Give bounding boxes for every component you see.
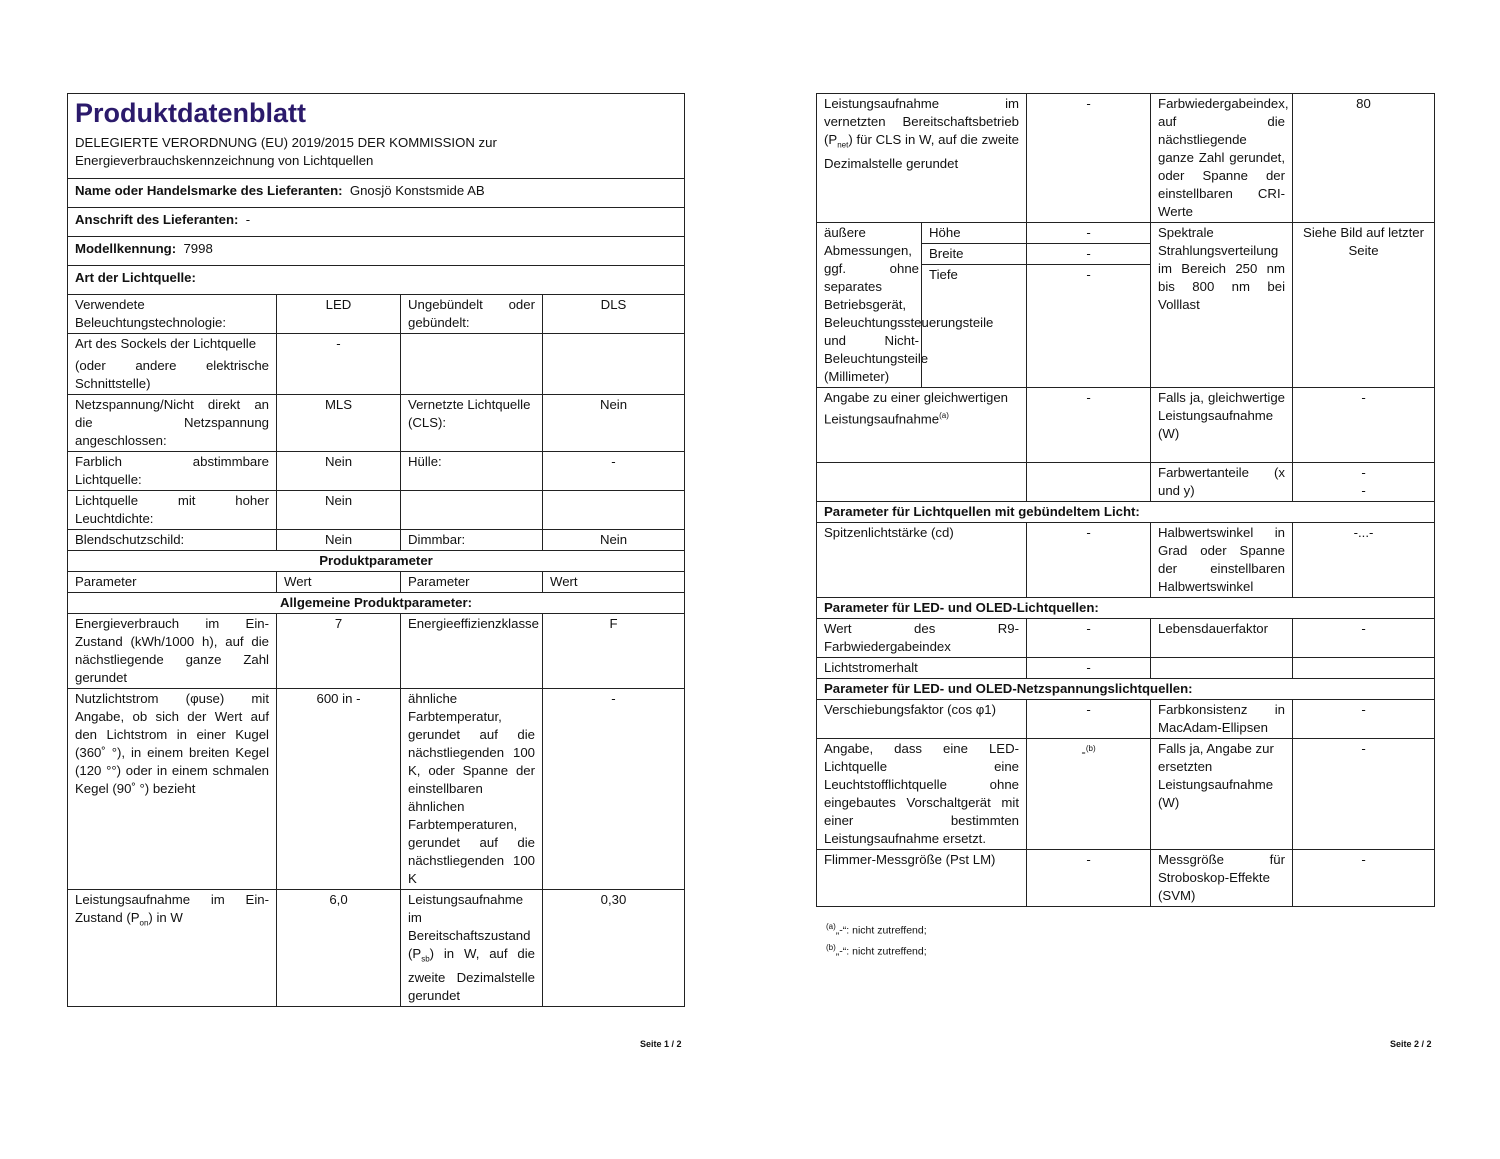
address-value: - [245,212,251,227]
power-row [68,890,685,1007]
energy-row [68,614,685,689]
model-label: Modellkennung: [75,241,177,256]
page-number-1: Seite 1 / 2 [640,1039,682,1049]
directional-heading: Parameter für Lichtquellen mit gebündeltem Licht: [817,502,1435,523]
replace-power-value: - [1293,739,1435,850]
product-params-heading-row [68,551,685,572]
col-header-value-2: Wert [543,572,685,593]
r9-label: Wert des R9-Farbwiedergabeindex [817,619,1027,658]
consistency-label: Farbkonsistenz in MacAdam-Ellipsen [1151,700,1293,739]
replace-power-label: Falls ja, Angabe zur ersetzten Leistungsaufnahme (W) [1151,739,1293,850]
general-heading-row [68,593,685,614]
equiv-label: Angabe zu einer gleichwertigen Leistungsaufnahme [824,390,1009,427]
cct-value: - [543,689,685,890]
page-title: Produktdatenblatt [75,98,307,128]
cri-label: Farbwiedergabeindex, auf die nächstliegende ganze Zahl gerundet, oder Spanne der einstellbaren CRI-Werte [1151,94,1293,223]
focus-value: DLS [543,295,685,334]
col-header-param-2: Parameter [401,572,543,593]
maintenance-row [817,658,1435,679]
color-tunable-row [68,452,685,491]
dimmable-value: Nein [543,530,685,551]
height-label: Höhe [922,223,1027,244]
general-heading: Allgemeine Produktparameter: [68,593,685,614]
regulation-line-2: Energieverbrauchskennzeichnung von Lichtquellen [75,153,374,168]
mains-row [68,395,685,452]
mains-heading: Parameter für LED- und OLED-Netzspannungslichtquellen: [817,679,1435,700]
chroma-row [817,463,1435,502]
spectral-label: Spektrale Strahlungsverteilung im Bereich 250 nm bis 800 nm bei Volllast [1151,223,1293,388]
energy-value: 7 [277,614,401,689]
depth-value: - [1027,265,1151,388]
glare-value: Nein [277,530,401,551]
pnet-value: - [1027,94,1151,223]
footnote-b-text: „-“: nicht zutreffend; [835,945,927,958]
led-heading: Parameter für LED- und OLED-Lichtquellen: [817,598,1435,619]
replace-label: Angabe, dass eine LED-Lichtquelle eine Leuchtstofflichtquelle ohne eingebautes Vorschaltgerät mit einer bestimmten Leistungsaufnahme ersetzt. [817,739,1027,850]
mains-value: MLS [277,395,401,452]
technology-row [68,295,685,334]
beam-label: Halbwertswinkel in Grad oder Spanne der einstellbaren Halbwertswinkel [1151,523,1293,598]
flux-row [68,689,685,890]
replace-row [817,739,1435,850]
column-header-row [68,572,685,593]
survival-value: - [1293,619,1435,658]
psb-value: 0,30 [543,890,685,1007]
dims-row-height [817,223,1435,244]
cri-value: 80 [1293,94,1435,223]
peak-row [817,523,1435,598]
pnet-label-a: Leistungsaufnahme im vernetzten Bereitschaftsbetrieb (P [824,96,1020,147]
flicker-label: Flimmer-Messgröße (Pst LM) [817,850,1027,907]
technology-value: LED [277,295,401,334]
maintenance-value: - [1027,658,1151,679]
color-tunable-label: Farblich abstimmbare Lichtquelle: [68,452,277,491]
psb-label-a: Leistungsaufnahme im Bereitschaftszustand (P [408,892,531,961]
address-label: Anschrift des Lieferanten: [75,212,239,227]
supplier-row [68,179,685,208]
socket-row [68,334,685,395]
equiv-sup: (a) [939,411,949,420]
regulation-line-1: DELEGIERTE VERORDNUNG (EU) 2019/2015 DER KOMMISSION zur [75,135,497,150]
color-tunable-value: Nein [277,452,401,491]
high-luminance-value: Nein [277,491,401,530]
model-value: 7998 [183,241,213,256]
displacement-value: - [1027,700,1151,739]
consistency-value: - [1293,700,1435,739]
light-type-heading-row [68,266,685,295]
efficiency-value: F [543,614,685,689]
width-label: Breite [922,244,1027,265]
flicker-value: - [1027,850,1151,907]
high-luminance-label: Lichtquelle mit hoher Leuchtdichte: [68,491,277,530]
pon-value: 6,0 [277,890,401,1007]
page-1 [67,93,684,1007]
pnet-label-b: ) für CLS in W, auf die zweite Dezimalstelle gerundet [824,132,1020,171]
energy-label: Energieverbrauch im Ein-Zustand (kWh/1000 h), auf die nächstliegende ganze Zahl gerundet [68,614,277,689]
replace-value: - [1081,744,1086,760]
footnote-a [826,920,927,938]
pon-label-b: ) in W [148,910,183,925]
product-sheet-table-2 [816,93,1435,907]
envelope-label: Hülle: [401,452,543,491]
col-header-param-1: Parameter [68,572,277,593]
envelope-value: - [543,452,685,491]
footnote-a-mark: (a) [826,922,836,931]
efficiency-label: Energieeffizienzklasse [401,614,543,689]
pon-sub: on [139,918,149,928]
page-number-2: Seite 2 / 2 [1390,1039,1432,1049]
supplier-value: Gnosjö Konstsmide AB [349,183,485,198]
displacement-label: Verschiebungsfaktor (cos φ1) [817,700,1027,739]
glare-label: Blendschutzschild: [68,530,277,551]
peak-value: - [1027,523,1151,598]
page-2 [816,93,1434,907]
peak-label: Spitzenlichtstärke (cd) [817,523,1027,598]
depth-label: Tiefe [922,265,1027,388]
psb-sub: sb [421,954,430,964]
svm-value: - [1293,850,1435,907]
equiv-power-label: Falls ja, gleichwertige Leistungsaufnahme (W) [1151,388,1293,463]
height-value: - [1027,223,1151,244]
col-header-value-1: Wert [277,572,401,593]
flux-value: 600 in - [277,689,401,890]
chroma-x: - [1361,465,1366,480]
replace-sup: (b) [1085,744,1096,753]
header-row [68,94,685,179]
flux-label: Nutzlichtstrom (φuse) mit Angabe, ob sich der Wert auf den Lichtstrom in einer Kugel (360˚ °), in einem breiten Kegel (120 °°) oder in einem schmalen Kegel (90˚ °) bezieht [68,689,277,890]
socket-value: - [277,334,401,395]
chroma-label: Farbwertanteile (x und y) [1151,463,1293,502]
psb-label-b: ) in W, auf die zweite Dezimalstelle gerundet [408,946,535,1003]
cct-label: ähnliche Farbtemperatur, gerundet auf die nächstliegenden 100 K, oder Spanne der einstellbaren ähnlichen Farbtemperaturen, gerundet auf die nächstliegenden 100 K [401,689,543,890]
focus-label: Ungebündelt oder gebündelt: [401,295,543,334]
r9-row [817,619,1435,658]
product-sheet-table-1 [67,93,685,1007]
light-type-heading: Art der Lichtquelle: [68,266,685,295]
high-luminance-row [68,491,685,530]
socket-label-2: (oder andere elektrische Schnittstelle) [75,358,269,391]
pnet-sub: net [837,140,849,150]
technology-label: Verwendete Beleuchtungstechnologie: [68,295,277,334]
footnote-a-text: „-“: nicht zutreffend; [835,924,927,937]
dims-label: äußere Abmessungen, ggf. ohne separates Betriebsgerät, Beleuchtungssteuerungsteile und Nicht-Beleuchtungsteile (Millimeter) [817,223,922,388]
r9-value: - [1027,619,1151,658]
dimmable-label: Dimmbar: [401,530,543,551]
equiv-value: - [1027,388,1151,463]
footnote-b [826,941,927,959]
maintenance-label: Lichtstromerhalt [817,658,1027,679]
supplier-label: Name oder Handelsmarke des Lieferanten: [75,183,343,198]
directional-heading-row [817,502,1435,523]
mains-label: Netzspannung/Nicht direkt an die Netzspannung angeschlossen: [68,395,277,452]
svm-label: Messgröße für Stroboskop-Effekte (SVM) [1151,850,1293,907]
pnet-row [817,94,1435,223]
footnote-b-mark: (b) [826,943,836,952]
cls-value: Nein [543,395,685,452]
chroma-y: - [1361,483,1366,498]
beam-value: -...- [1293,523,1435,598]
model-row [68,237,685,266]
product-params-heading: Produktparameter [68,551,685,572]
flicker-row [817,850,1435,907]
address-row [68,208,685,237]
survival-label: Lebensdauerfaktor [1151,619,1293,658]
cls-label: Vernetzte Lichtquelle (CLS): [401,395,543,452]
pon-label-a: Leistungsaufnahme im Ein-Zustand (P [75,892,269,925]
glare-row [68,530,685,551]
regulation-text [68,130,684,178]
width-value: - [1027,244,1151,265]
mains-heading-row [817,679,1435,700]
spectral-value: Siehe Bild auf letzter Seite [1293,223,1435,388]
led-heading-row [817,598,1435,619]
socket-label-1: Art des Sockels der Lichtquelle [75,336,257,351]
equiv-row [817,388,1435,463]
equiv-power-value: - [1293,388,1435,463]
displacement-row [817,700,1435,739]
